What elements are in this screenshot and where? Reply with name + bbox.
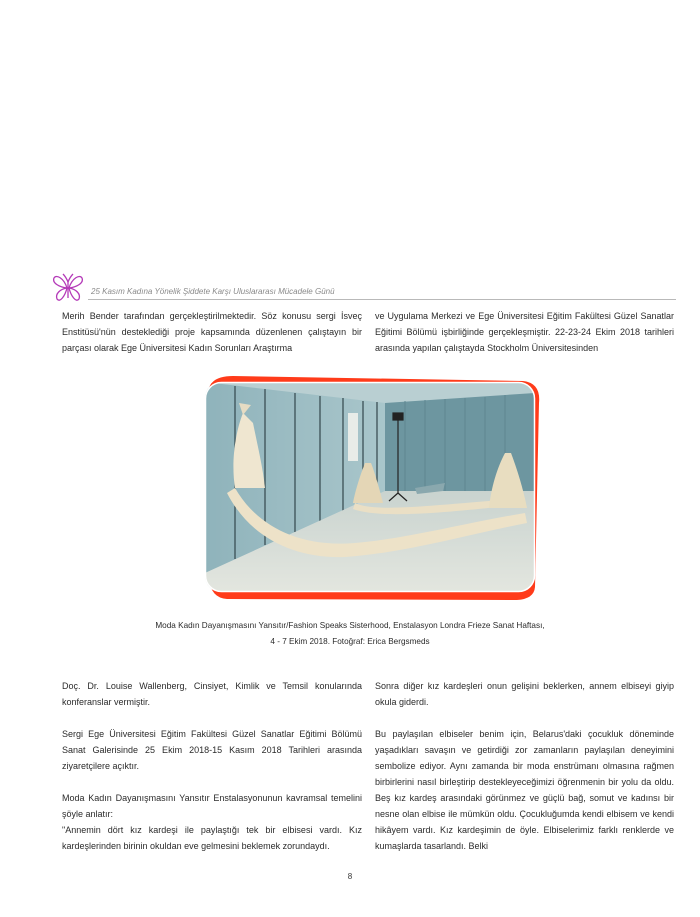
- quote-text: "Annemin dört kız kardeşi ile paylaştığı tek bir elbisesi vardı. Kız kardeşlerinden birinin okuldan eve gelmesini beklemek zorundaydı.: [62, 825, 362, 851]
- text-column-right-top: [375, 308, 674, 356]
- running-header: [52, 272, 676, 304]
- installation-photo: [205, 373, 541, 601]
- caption-line: 4 - 7 Ekim 2018. Fotoğraf: Erica Bergsmeds: [270, 637, 430, 646]
- paragraph: Bu paylaşılan elbiseler benim için, Belarus'daki çocukluk döneminde yaşadıkları savaşın ve getirdiği zor zamanların paylaşılan deneyimini sembolize ediyor. Aynı zamanda bir moda enstrümanı olmasına rağmen birbirlerini nasıl birleştirip destekleyeceğimizi öğrenmenin bir yolu da oldu. Beş kız kardeş arasındaki görünmez ve güçlü bağ, somut ve kadınsı bir nesne olan elbise ile mümkün oldu. Çocukluğumda kendi elbisem ve kendi hikâyem vardı. Kız kardeşimin de öyle. Elbiselerimiz farklı renklerde ve kumaşlarda tasarlandı. Belki: [375, 729, 674, 851]
- photo-caption: [90, 618, 610, 650]
- running-title: 25 Kasım Kadına Yönelik Şiddete Karşı Uluslararası Mücadele Günü: [91, 287, 335, 296]
- text-column-right-bottom: [375, 678, 674, 854]
- paragraph: Doç. Dr. Louise Wallenberg, Cinsiyet, Kimlik ve Temsil konularında konferanslar vermiştir.: [62, 681, 362, 707]
- paragraph: Sergi Ege Üniversitesi Eğitim Fakültesi Güzel Sanatlar Eğitimi Bölümü Sanat Galerisinde 25 Ekim 2018-15 Kasım 2018 Tarihleri arasında ziyaretçilere açıktır.: [62, 729, 362, 771]
- page-number: 8: [347, 872, 353, 881]
- paragraph-text: Moda Kadın Dayanışmasını Yansıtır Enstalasyonunun kavramsal temelini şöyle anlatır:: [62, 793, 362, 819]
- paragraph: Sonra diğer kız kardeşleri onun gelişini beklerken, annem elbiseyi giyip okula giderdi.: [375, 681, 674, 707]
- butterfly-icon: [52, 272, 84, 304]
- paragraph: Merih Bender tarafından gerçekleştirilmektedir. Söz konusu sergi İsveç Enstitüsü'nün desteklediği proje kapsamında düzenlenen çalıştayın bir parçası olarak Ege Üniversitesi Kadın Sorunları Araştırma: [62, 311, 362, 353]
- text-column-left-bottom: [62, 678, 362, 854]
- text-column-left-top: [62, 308, 362, 356]
- paragraph: ve Uygulama Merkezi ve Ege Üniversitesi Eğitim Fakültesi Güzel Sanatlar Eğitimi Bölümü işbirliğinde gerçekleşmiştir. 22-23-24 Ekim 2018 tarihleri arasında yapılan çalıştayda Stockholm Üniversitesinden: [375, 311, 674, 353]
- paragraph: [62, 790, 362, 854]
- caption-line: Moda Kadın Dayanışmasını Yansıtır/Fashion Speaks Sisterhood, Enstalasyon Londra Frieze Sanat Haftası,: [155, 621, 545, 630]
- header-divider: [88, 299, 676, 300]
